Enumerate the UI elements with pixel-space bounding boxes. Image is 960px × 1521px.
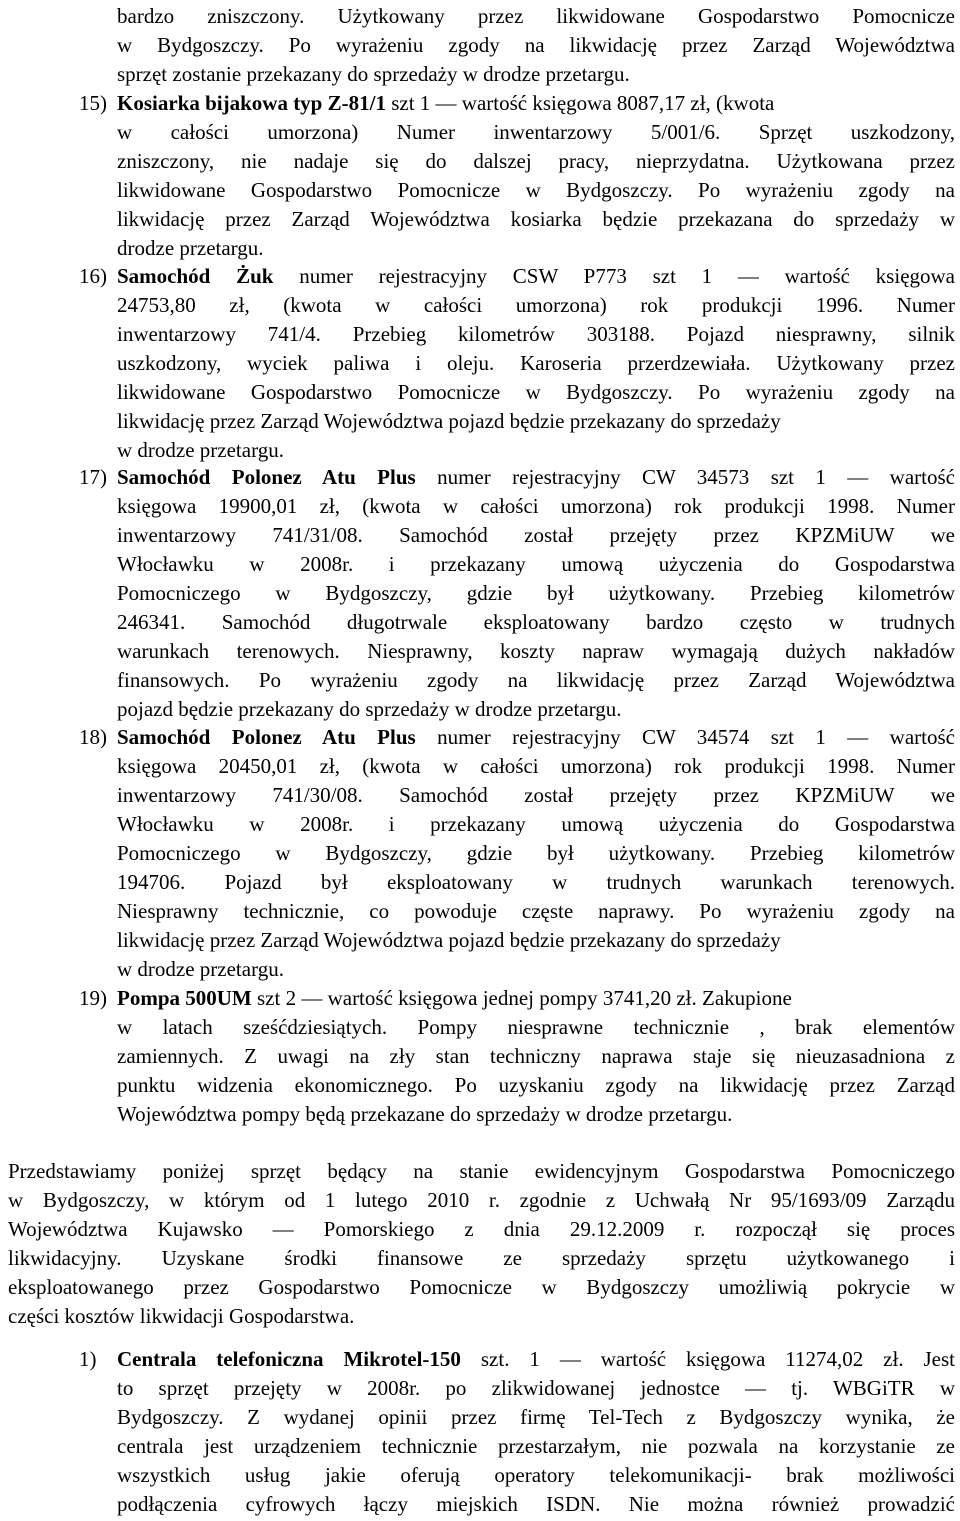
text-line: wszystkich usług jakie oferują operatory telekomunikacji- brak możliwości xyxy=(117,1463,955,1487)
text-line: 246341. Samochód długotrwale eksploatowany bardzo często w trudnych xyxy=(117,610,955,634)
item-number: 15) xyxy=(79,91,107,115)
text-line: uszkodzony, wyciek paliwa i oleju. Karoseria przerdzewiała. Użytkowany przez xyxy=(117,351,955,375)
item-body xyxy=(117,262,955,465)
text-line: Samochód Polonez Atu Plus numer rejestracyjny CW 34574 szt 1 — wartość xyxy=(117,725,955,749)
text-line: Włocławku w 2008r. i przekazany umową użyczenia do Gospodarstwa xyxy=(117,812,955,836)
text-line: w Bydgoszczy. Po wyrażeniu zgody na likwidację przez Zarząd Województwa xyxy=(117,33,955,57)
text-line: pojazd będzie przekazany do sprzedaży w drodze przetargu. xyxy=(117,697,622,721)
item-name: Pompa 500UM xyxy=(117,986,252,1010)
text-line: Pompa 500UM szt 2 — wartość księgowa jednej pompy 3741,20 zł. Zakupione xyxy=(117,986,792,1010)
text-line: likwidację przez Zarząd Województwa pojazd będzie przekazany do sprzedaży xyxy=(117,928,781,952)
text-line: zniszczony, nie nadaje się do dalszej pracy, nieprzydatna. Użytkowana przez xyxy=(117,149,955,173)
text-line: Kosiarka bijakowa typ Z-81/1 szt 1 — wartość księgowa 8087,17 zł, (kwota xyxy=(117,91,775,115)
item-body xyxy=(117,463,955,724)
text-line: Samochód Żuk numer rejestracyjny CSW P773 szt 1 — wartość księgowa xyxy=(117,264,955,288)
text-line: części kosztów likwidacji Gospodarstwa. xyxy=(8,1304,355,1328)
text-line: zamiennych. Z uwagi na zły stan techniczny naprawa staje się nieuzasadniona z xyxy=(117,1044,955,1068)
text-line: inwentarzowy 741/31/08. Samochód został przejęty przez KPZMiUW we xyxy=(117,523,955,547)
text-line: finansowych. Po wyrażeniu zgody na likwidację przez Zarząd Województwa xyxy=(117,668,955,692)
item-name: Centrala telefoniczna Mikrotel-150 xyxy=(117,1347,461,1371)
item-name: Kosiarka bijakowa typ Z-81/1 xyxy=(117,91,386,115)
item-name: Samochód Żuk xyxy=(117,264,274,288)
text-line: księgowa 19900,01 zł, (kwota w całości umorzona) rok produkcji 1998. Numer xyxy=(117,494,955,518)
item-number: 17) xyxy=(79,465,107,489)
text-line: w drodze przetargu. xyxy=(117,438,284,462)
text-line: Centrala telefoniczna Mikrotel-150 szt. 1 — wartość księgowa 11274,02 zł. Jest xyxy=(117,1347,956,1371)
text-line: punktu widzenia ekonomicznego. Po uzyskaniu zgody na likwidację przez Zarząd xyxy=(117,1073,955,1097)
text-line: likwidowane Gospodarstwo Pomocnicze w Bydgoszczy. Po wyrażeniu zgody na xyxy=(117,178,955,202)
text-line: w drodze przetargu. xyxy=(117,957,284,981)
text-line: inwentarzowy 741/30/08. Samochód został przejęty przez KPZMiUW we xyxy=(117,783,955,807)
text-line: Włocławku w 2008r. i przekazany umową użyczenia do Gospodarstwa xyxy=(117,552,955,576)
text-line: 194706. Pojazd był eksploatowany w trudnych warunkach terenowych. xyxy=(117,870,955,894)
text-line: centrala jest urządzeniem technicznie przestarzałym, nie pozwala na korzystanie ze xyxy=(117,1434,955,1458)
item-number: 1) xyxy=(79,1347,97,1371)
item-name: Samochód Polonez Atu Plus xyxy=(117,725,416,749)
text-line: drodze przetargu. xyxy=(117,236,264,260)
text-line: bardzo zniszczony. Użytkowany przez likwidowane Gospodarstwo Pomocnicze xyxy=(117,4,955,28)
text-line: księgowa 20450,01 zł, (kwota w całości umorzona) rok produkcji 1998. Numer xyxy=(117,754,955,778)
text-line: podłączenia cyfrowych łączy miejskich ISDN. Nie można również prowadzić xyxy=(117,1492,955,1516)
intro-continuation xyxy=(117,2,955,89)
text-line: Województwa pompy będą przekazane do sprzedaży w drodze przetargu. xyxy=(117,1102,733,1126)
body-paragraph xyxy=(8,1157,955,1331)
text-line: to sprzęt przejęty w 2008r. po zlikwidowanej jednostce — tj. WBGiTR w xyxy=(117,1376,955,1400)
text-line: likwidowane Gospodarstwo Pomocnicze w Bydgoszczy. Po wyrażeniu zgody na xyxy=(117,380,955,404)
text-line: Samochód Polonez Atu Plus numer rejestracyjny CW 34573 szt 1 — wartość xyxy=(117,465,955,489)
text-line: eksploatowanego przez Gospodarstwo Pomocnicze w Bydgoszczy umożliwią pokrycie w xyxy=(8,1275,955,1299)
text-line: inwentarzowy 741/4. Przebieg kilometrów 303188. Pojazd niesprawny, silnik xyxy=(117,322,955,346)
text-line: Województwa Kujawsko — Pomorskiego z dnia 29.12.2009 r. rozpoczął się proces xyxy=(8,1217,955,1241)
text-line: likwidację przez Zarząd Województwa kosiarka będzie przekazana do sprzedaży w xyxy=(117,207,955,231)
item-body xyxy=(117,984,955,1129)
text-line: Pomocniczego w Bydgoszczy, gdzie był użytkowany. Przebieg kilometrów xyxy=(117,841,955,865)
text-line: Pomocniczego w Bydgoszczy, gdzie był użytkowany. Przebieg kilometrów xyxy=(117,581,955,605)
item-body xyxy=(117,1345,955,1519)
text-line: w latach sześćdziesiątych. Pompy niesprawne technicznie , brak elementów xyxy=(117,1015,955,1039)
item-number: 18) xyxy=(79,725,107,749)
text-line: Przedstawiamy poniżej sprzęt będący na stanie ewidencyjnym Gospodarstwa Pomocniczego xyxy=(8,1159,955,1183)
text-line: likwidację przez Zarząd Województwa pojazd będzie przekazany do sprzedaży xyxy=(117,409,781,433)
item-body xyxy=(117,723,955,984)
text-line: Niesprawny technicznie, co powoduje częste naprawy. Po wyrażeniu zgody na xyxy=(117,899,955,923)
text-line: likwidacyjny. Uzyskane środki finansowe ze sprzedaży sprzętu użytkowanego i xyxy=(8,1246,955,1270)
text-line: w całości umorzona) Numer inwentarzowy 5/001/6. Sprzęt uszkodzony, xyxy=(117,120,955,144)
item-number: 16) xyxy=(79,264,107,288)
text-line: w Bydgoszczy, w którym od 1 lutego 2010 r. zgodnie z Uchwałą Nr 95/1693/09 Zarządu xyxy=(8,1188,955,1212)
item-number: 19) xyxy=(79,986,107,1010)
text-line: sprzęt zostanie przekazany do sprzedaży w drodze przetargu. xyxy=(117,62,630,86)
item-body xyxy=(117,89,955,263)
text-line: 24753,80 zł, (kwota w całości umorzona) rok produkcji 1996. Numer xyxy=(117,293,955,317)
item-name: Samochód Polonez Atu Plus xyxy=(117,465,416,489)
text-line: Bydgoszczy. Z wydanej opinii przez firmę Tel-Tech z Bydgoszczy wynika, że xyxy=(117,1405,955,1429)
text-line: warunkach terenowych. Niesprawny, koszty napraw wymagają dużych nakładów xyxy=(117,639,955,663)
